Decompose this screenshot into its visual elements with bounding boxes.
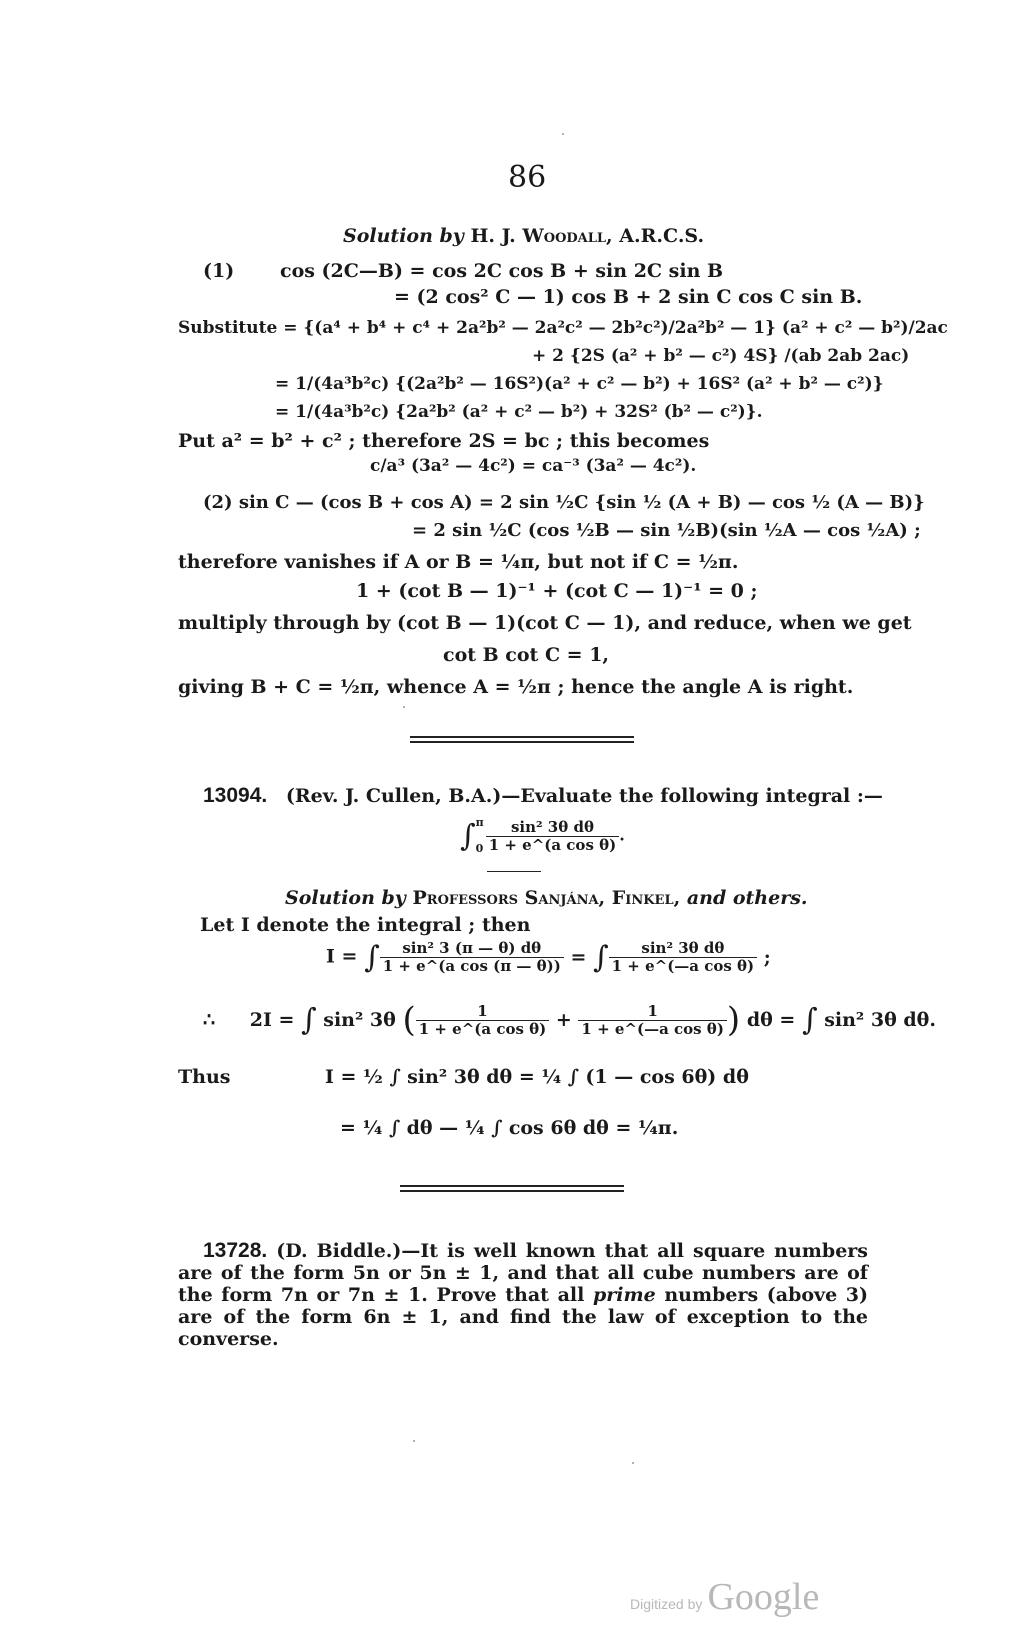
speck — [562, 133, 564, 135]
eq1-den2: 1 + e^(—a cos θ) — [611, 957, 755, 975]
question-text-end: numbers (above 3) are of the form 6n ± 1, and find the law of exception to the converse. — [178, 1284, 869, 1350]
byline-author: Professors Sanjána, Finkel, — [412, 887, 681, 909]
solution-byline — [285, 887, 808, 909]
thus-label: Thus — [178, 1066, 231, 1088]
integral-sign: ∫ — [364, 940, 380, 975]
equation-2 — [203, 1000, 936, 1040]
eq2-text1: sin² 3θ — [323, 1009, 396, 1031]
question-13094 — [203, 784, 883, 808]
eq-line: cos (2C—B) = cos 2C cos B + sin 2C sin B — [280, 260, 724, 282]
question-number: 13094. — [203, 784, 268, 807]
eq1-num1: sin² 3 (π — θ) dθ — [380, 940, 564, 958]
integral-sign: ∫ — [593, 940, 609, 975]
question-integral: ∫ π 0 $\frac{\text{sin² 3θ dθ}}{\text{1 + e\textasciicircum{}(a cos θ)}}$ . — [460, 810, 625, 862]
question-13728 — [178, 1240, 868, 1350]
text-line: giving B + C = ½π, whence A = ½π ; hence the angle A is right. — [178, 676, 854, 698]
watermark-small-text: Digitized by — [630, 1596, 703, 1612]
eq-line: + 2 {2S (a² + b² — c²) 4S} /(ab 2ab 2ac) — [532, 346, 910, 366]
eq-line: 1 + (cot B — 1)⁻¹ + (cot C — 1)⁻¹ = 0 ; — [356, 580, 758, 602]
text-line: Let I denote the integral ; then — [200, 914, 531, 936]
eq2-tail: dθ = — [746, 1009, 796, 1031]
speck — [632, 1462, 634, 1464]
paren-close: ) — [726, 1000, 741, 1040]
section-divider — [400, 1185, 624, 1187]
byline-prefix: Solution by — [285, 887, 406, 909]
paren-open: ( — [402, 1000, 416, 1040]
eq-line: = 1/(4a³b²c) {(2a²b² — 16S²)(a² + c² — b²) + 16S² (a² + b² — c²)} — [275, 374, 884, 394]
eq-line: = (2 cos² C — 1) cos B + 2 sin C cos C sin B. — [394, 286, 863, 308]
speck — [413, 1440, 415, 1442]
text-line: therefore vanishes if A or B = ¼π, but not if C = ½π. — [178, 551, 739, 573]
solution-byline — [343, 225, 704, 247]
integral-upper: π — [475, 816, 484, 829]
eq2-frac1-num: 1 — [416, 1003, 550, 1021]
eq1-lhs: I = — [326, 945, 358, 968]
section-divider — [410, 741, 634, 743]
therefore-symbol: ∴ — [203, 1009, 216, 1031]
digitized-watermark — [630, 1575, 819, 1619]
text-line: Put a² = b² + c² ; therefore 2S = bc ; this becomes — [178, 430, 710, 452]
byline-prefix: Solution by — [343, 225, 464, 247]
eq2-frac2-num: 1 — [578, 1003, 727, 1021]
equation-1 — [326, 940, 771, 975]
equals-sign: = — [570, 946, 587, 969]
eq-line: = 1/(4a³b²c) {2a²b² (a² + c² — b²) + 32S² (b² — c²)}. — [275, 402, 763, 422]
eq1-den1: 1 + e^(a cos (π — θ)) — [382, 957, 561, 975]
plus-sign: + — [555, 1009, 572, 1031]
eq2-lhs: 2I = — [249, 1009, 295, 1031]
eq1-num2: sin² 3θ dθ — [609, 940, 758, 958]
eq-label-1: (1) — [203, 260, 235, 282]
byline-suffix: and others. — [686, 887, 808, 909]
short-rule — [487, 871, 541, 872]
integral-denominator: 1 + e^(a cos θ) — [488, 835, 617, 854]
speck — [403, 706, 405, 708]
section-divider — [410, 736, 634, 738]
integral-sign: ∫ — [801, 1002, 818, 1038]
question-text: (Rev. J. Cullen, B.A.)—Evaluate the following integral :— — [285, 785, 883, 807]
integral-sign: ∫ — [460, 818, 476, 854]
integral-numerator: sin² 3θ dθ — [486, 819, 620, 837]
prime-word: prime — [592, 1284, 656, 1306]
eq2-result: sin² 3θ dθ. — [824, 1009, 936, 1031]
eq2-frac1-den: 1 + e^(a cos θ) — [418, 1019, 547, 1038]
semicolon: ; — [763, 946, 771, 969]
eq2-frac2-den: 1 + e^(—a cos θ) — [581, 1019, 724, 1038]
question-number: 13728. — [203, 1239, 268, 1262]
integral-lower: 0 — [475, 842, 484, 855]
equation-3: I = ½ ∫ sin² 3θ dθ = ¼ ∫ (1 — cos 6θ) dθ — [325, 1066, 749, 1088]
eq-line: (2) sin C — (cos B + cos A) = 2 sin ½C {sin ½ (A + B) — cos ½ (A — B)} — [203, 492, 925, 513]
text-line: multiply through by (cot B — 1)(cot C — 1), and reduce, when we get — [178, 612, 912, 634]
eq-line: Substitute = {(a⁴ + b⁴ + c⁴ + 2a²b² — 2a²c² — 2b²c²)/2a²b² — 1} (a² + c² — b²)/2ac — [178, 318, 948, 338]
eq-line: c/a³ (3a² — 4c²) = ca⁻³ (3a² — 4c²). — [370, 456, 697, 476]
equation-4: = ¼ ∫ dθ — ¼ ∫ cos 6θ dθ = ¼π. — [340, 1117, 679, 1139]
page-number: 86 — [508, 160, 547, 195]
eq-line: = 2 sin ½C (cos ½B — sin ½B)(sin ½A — cos ½A) ; — [412, 520, 921, 541]
watermark-logo-text: Google — [707, 1576, 820, 1618]
eq-line: cot B cot C = 1, — [443, 644, 610, 666]
question-text-start: (D. Biddle.)—It is well known that all square numbers are of the form 5n or 5n ± 1, and that all cube numbers are of the form 7n or 7n ± 1. Prove that all — [178, 1240, 868, 1306]
byline-author: H. J. Woodall, A.R.C.S. — [470, 225, 705, 247]
integral-sign: ∫ — [301, 1002, 317, 1038]
section-divider — [400, 1190, 624, 1192]
